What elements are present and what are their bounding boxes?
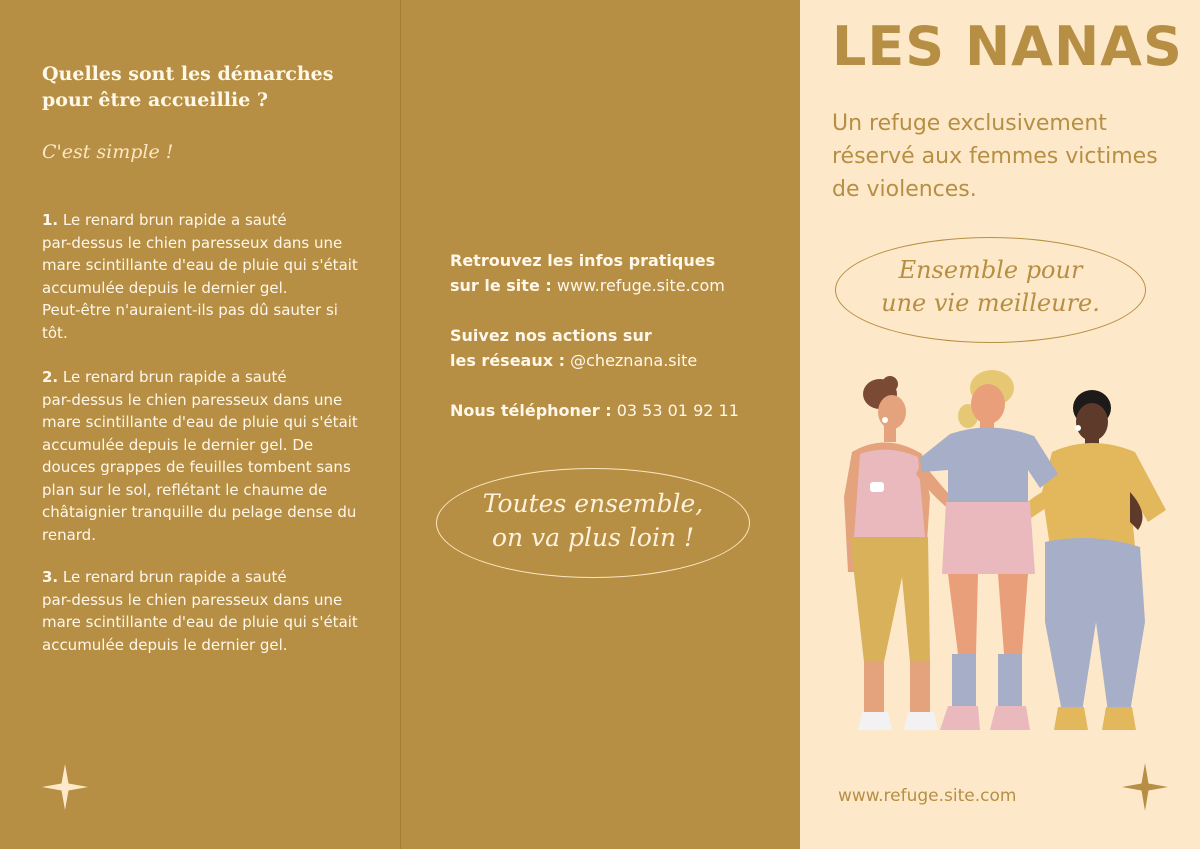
woman-middle-figure: [920, 370, 1058, 730]
brand-title: LES NANAS: [832, 15, 1183, 78]
step-text-line: tôt.: [42, 323, 68, 342]
slogan-line: Ensemble pour: [898, 256, 1083, 284]
website-label: Retrouvez les infos pratiques: [450, 251, 716, 270]
description-line: Un refuge exclusivement: [832, 111, 1107, 136]
step-text-line: accumulée depuis le dernier gel.: [42, 635, 288, 654]
social-info: [450, 323, 770, 373]
four-point-star-icon: [1122, 763, 1168, 811]
middle-panel: [401, 0, 800, 849]
step-text-line: douces grappes de feuilles tombent sans: [42, 458, 351, 476]
step-text-line: accumulée depuis le dernier gel. De: [42, 435, 314, 454]
three-women-illustration: [830, 362, 1175, 740]
footer-website-link[interactable]: www.refuge.site.com: [838, 786, 1017, 806]
steps-heading-line2: pour être accueillie ?: [42, 89, 269, 111]
description-line: réservé aux femmes victimes: [832, 144, 1158, 169]
step-item-1: [42, 209, 367, 344]
step-text-line: par-dessus le chien paresseux dans une: [42, 390, 343, 409]
step-item-3: [42, 566, 367, 656]
phone-label: Nous téléphoner :: [450, 401, 612, 420]
social-label: les réseaux :: [450, 351, 566, 370]
step-item-2: [42, 366, 367, 546]
step-text-line: mare scintillante d'eau de pluie qui s'était: [42, 413, 358, 431]
step-text-line: par-dessus le chien paresseux dans une: [42, 233, 343, 252]
right-slogan: [835, 254, 1146, 320]
middle-slogan: [436, 487, 750, 555]
phone-number[interactable]: 03 53 01 92 11: [616, 401, 739, 420]
website-info: [450, 248, 770, 298]
slogan-line: Toutes ensemble,: [482, 489, 704, 518]
slogan-line: on va plus loin !: [491, 523, 695, 552]
description-line: de violences.: [832, 177, 977, 202]
step-text-line: Le renard brun rapide a sauté: [62, 568, 287, 586]
social-handle-link[interactable]: @cheznana.site: [570, 351, 698, 370]
steps-subtitle: C'est simple !: [42, 141, 174, 163]
brand-description: [832, 107, 1172, 206]
step-text-line: accumulée depuis le dernier gel.: [42, 278, 288, 297]
steps-heading-line1: Quelles sont les démarches: [42, 63, 334, 85]
slogan-line: une vie meilleure.: [881, 289, 1100, 317]
four-point-star-icon: [42, 764, 88, 810]
steps-heading: [42, 61, 382, 113]
step-text-line: châtaignier tranquille du pelage dense du: [42, 503, 357, 521]
step-text-line: mare scintillante d'eau de pluie qui s'était: [42, 256, 358, 274]
step-text-line: plan sur le sol, reflétant le chaume de: [42, 480, 328, 499]
step-text-line: par-dessus le chien paresseux dans une: [42, 590, 343, 609]
woman-left-figure: [844, 376, 958, 730]
social-label: Suivez nos actions sur: [450, 326, 652, 345]
step-number: 3.: [42, 568, 59, 586]
phone-info: [450, 398, 770, 423]
step-text-line: Peut-être n'auraient-ils pas dû sauter si: [42, 301, 338, 319]
step-text-line: Le renard brun rapide a sauté: [62, 368, 287, 386]
step-text-line: mare scintillante d'eau de pluie qui s'était: [42, 613, 358, 631]
step-number: 2.: [42, 368, 59, 386]
website-link[interactable]: www.refuge.site.com: [556, 276, 725, 295]
step-text-line: Le renard brun rapide a sauté: [62, 211, 287, 229]
woman-right-figure: [1016, 390, 1166, 730]
website-label: sur le site :: [450, 276, 552, 295]
step-number: 1.: [42, 211, 59, 229]
step-text-line: renard.: [42, 525, 96, 544]
